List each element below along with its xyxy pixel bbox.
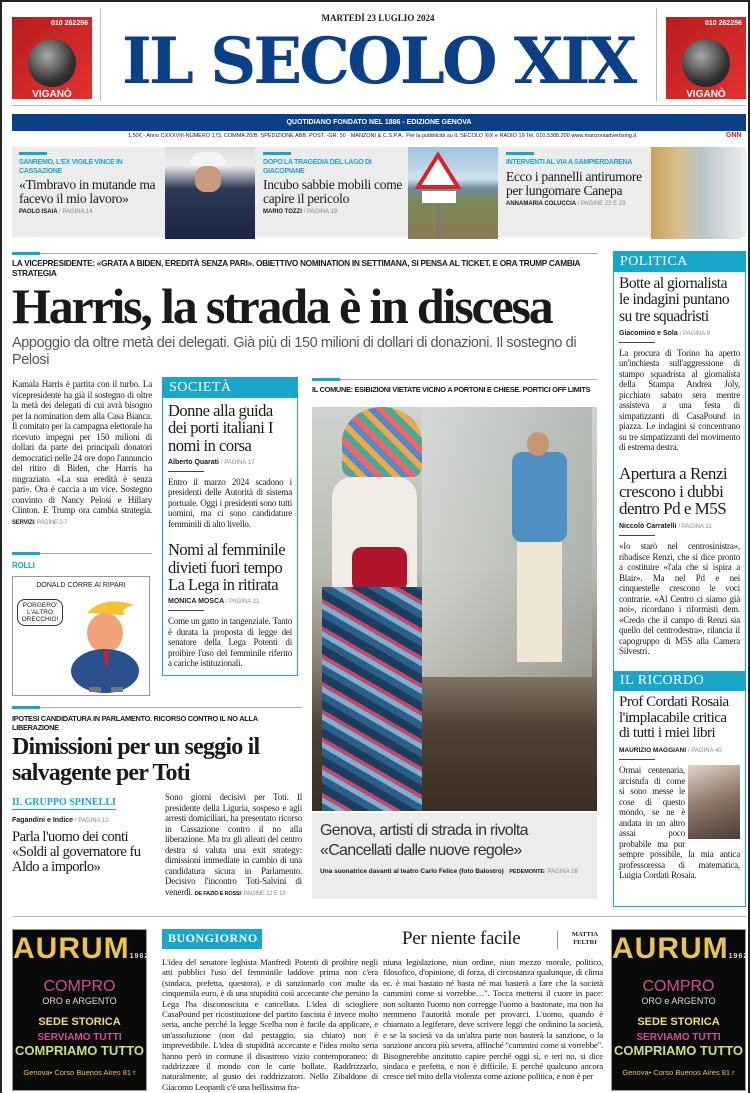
story-page: / PAGINA 17 [220, 459, 255, 466]
side-author: Fagandini e Indice [12, 817, 74, 824]
ad-line: COMPRO [642, 978, 715, 995]
section-tag-societa: SOCIETÀ [163, 378, 297, 398]
face-shape [195, 166, 221, 192]
divider [12, 707, 302, 708]
section-tag-gruppo-spinelli: IL GRUPPO SPINELLI [12, 797, 116, 808]
photo-kicker: IL COMUNE: ESIBIZIONI VIETATE VICINO A PORTONI E CHIESE. PORTICI OFF LIMITS [312, 385, 591, 394]
lead-block [12, 258, 604, 369]
story-title[interactable]: Prof Cordati Rosaia l'implacabile critica di tutti i miei libri [619, 693, 729, 742]
side-page: / PAGINA 12 [75, 818, 109, 824]
ad-logo-icon [28, 39, 76, 87]
story-body: Come un gatto in tangenziale. Tanto è durata la proposta di legge del senatore della Lega Potenti di proibire l'uso del femminile riferito a cariche istituzionali. [168, 616, 292, 669]
photo-story-title[interactable]: Genova, artisti di strada in rivolta «Cancellati dalle nuove regole» [320, 822, 528, 859]
teaser-title: Incubo sabbie mobili come capire il pericolo [263, 177, 403, 207]
cartoon[interactable] [12, 576, 150, 696]
lead-headline[interactable]: Harris, la strada è in discesa [12, 278, 552, 334]
trump-caricature-icon [59, 593, 149, 695]
ad-year: 1962 [129, 953, 150, 960]
teaser-page: / PAGINE 22 E 23 [577, 200, 626, 207]
toti-page: / PAGINE 12 E 13 [240, 890, 286, 897]
divider [557, 931, 558, 949]
cap-shape [190, 152, 226, 166]
patterned-trousers [322, 587, 422, 811]
politica-box [613, 251, 746, 907]
warning-sign-icon [408, 147, 498, 239]
teaser-1[interactable] [19, 152, 161, 215]
toti-side [12, 792, 157, 899]
editorial-body: niuna legislazione, niun ordine, niun mezzo morale, politico, filosofico, d'opinione, di forza, di circostanza qualunque, di clima ec. è mai bastato né basta né mai basterà a fare che la società cammini come si vorrebbe…". Tocca mettersi il cuore in pace: non soltanto l'uomo non corregge l'uomo a bastonate, ma non ha nemmeno l'autorità morale per provarci. L'uomo, quando è chiamato a legiferare, deve scrivere leggi che ordinino la società, e se la società va da un'altra parte non basterà la sanzione, o la sanzione ancora più severa, affinché "cammini come si vorrebbe". Bisognerebbe anzitutto capire perché oggi sì, e ieri no, si dice sindaca e prefetta, e non è difficile. E perché qualcuno ancora cresce nel mito della violenza come azione politica, e non è per [383, 957, 603, 1082]
accent-bar [12, 552, 40, 555]
divider [656, 8, 657, 101]
story-body: Ormai centenaria, arcistufa di come si sono messe le cose di questo mondo, se ne è andata in un altro assai poco probabile ma pur sempre possibile, la mia antica professoressa di matematica, Luigia Cordati Rosaia. [619, 765, 740, 881]
divider [619, 342, 655, 343]
performer-shape [512, 452, 567, 542]
ad-line: ORO e ARGENTO [42, 996, 117, 1006]
lead-page: / PAGINE 2-7 [33, 519, 68, 526]
ad-address: Genova• Corso Buenos Aires 81 r [622, 1068, 735, 1077]
story-title[interactable]: Donne alla guida dei porti italiani I nomi in corsa [168, 401, 274, 455]
teaser-photo-vigile[interactable] [165, 147, 255, 239]
ad-line: COMPRO [43, 978, 116, 995]
story-page: / PAGINA 40 [687, 748, 722, 755]
story-title[interactable]: Botte al giornalista le indagini puntano su tre squadristi [619, 275, 730, 325]
gnn-logo: GNN [726, 132, 742, 139]
hat-shape [342, 407, 422, 477]
toti-headline[interactable]: Dimissioni per un seggio il salvagente per Toti [12, 734, 260, 786]
divider [100, 8, 101, 101]
toti-kicker: IPOTESI CANDIDATURA IN PARLAMENTO. RICORSO CONTRO IL NO ALLA LIBERAZIONE [12, 714, 258, 732]
performer-head [527, 432, 549, 456]
story-page: / PAGINA 9 [679, 330, 710, 337]
issue-info: 1,50€ - Anno CXXXVIII-NUMERO 173, COMMA 20/B. SPEDIZIONE ABB. POST. -GR. 50 - MANZONI & C.S.P.A.: Per la pubblicità su IL SECOLO XIX e RADIO 19 Tel. 010.5388.200 www.manzoniadvertising.it [127, 133, 637, 139]
societa-box [162, 377, 298, 676]
story-title[interactable]: Nomi al femminile divieti fuori tempo La Lega in ritirata [168, 540, 286, 595]
teaser-photo-barriers[interactable] [651, 147, 741, 239]
lead-author: SERVIZI [12, 519, 34, 526]
red-bag [352, 547, 407, 592]
divider [619, 535, 655, 536]
divider [12, 105, 746, 106]
story-author: Niccolò Carratelli [619, 523, 677, 531]
aurum-ad-left[interactable] [12, 929, 150, 1091]
toti-text: Sono giorni decisivi per Toti. Il presidente della Liguria, sospeso e agli arresti domiciliari, ha presentato ricorso in Cassazione contro il no alla liberazione. Ma tra gli alleati del centro destra si valuta una exit strategy: dimissioni immediate in cambio di una candidatura sicura in Parlamento. Decisivo l'incontro Toti-Salvini di venerdì. [165, 792, 302, 897]
story-author: MONICA MOSCA [168, 598, 224, 606]
teaser-photo-sign[interactable] [408, 147, 498, 239]
accent-bar [12, 252, 40, 255]
ad-phone: 010 262256 [51, 20, 88, 27]
cartoon-title: DONALD CORRE AI RIPARI [36, 582, 126, 589]
ad-line: SERVIAMO TUTTI [636, 1032, 721, 1043]
accent-bar [12, 706, 40, 709]
story-author: MAURIZIO MAGGIANI [619, 747, 687, 755]
tagline-bar: QUOTIDIANO FONDATO NEL 1886 - EDIZIONE GENOVA [12, 114, 746, 131]
vigano-ad-right[interactable] [666, 17, 746, 99]
ad-brand: VIGANÒ [32, 89, 72, 100]
toti-author: DE FAZIO E ROSSI [194, 890, 241, 897]
editorial-title[interactable]: Per niente facile [402, 928, 521, 949]
story-body: «Io starò nel centrosinistra», ribadisce Renzi, che si dice pronto a costituire «l'ala che si ispira a Blair». Ma nel Pd e nei cinquestelle crescono le voci contrarie. «Al Centro ci siamo già noi», ricordano i riformisti dem. «Credo che il campo di Renzi sia quello del centrodestra», rilancia il capogruppo di M5S alla Camera Silvestri. [619, 541, 740, 657]
teaser-3[interactable] [506, 152, 648, 207]
story-author: Giacomino e Sola [619, 329, 678, 337]
ad-year: 1962 [728, 953, 749, 960]
photo-author: PEDEMONTE [509, 869, 545, 875]
ad-address: Genova• Corso Buenos Aires 81 r [23, 1068, 136, 1077]
story-author: Alberto Quarati [168, 458, 219, 466]
photo-caption-box [312, 813, 597, 899]
toti-side-title[interactable]: Parla l'uomo dei conti «Soldi al governatore fu Aldo a imporlo» [12, 829, 141, 876]
story-page: / PAGINA 11 [678, 524, 712, 531]
accent-bar [312, 378, 340, 381]
performer-legs [517, 542, 562, 662]
teaser-page: / PAGINA 19 [303, 209, 338, 216]
photo-caption: Una suonatrice davanti al teatro Carlo Felice (foto Balostro) [320, 868, 504, 875]
divider [168, 610, 204, 611]
ad-line: COMPRIAMO TUTTO [14, 1043, 145, 1058]
story-body: La procura di Torino ha aperto un'inchiesta sull'aggressione di stampo squadrista al giornalista della Stampa Andrea Joly, picchiato sabato sera mentre assisteva a una festa di simpatizzanti di CasaPound in piazza. Le indagini si concentrano su tre simpatizzanti del movimento di estrema destra. [619, 347, 740, 453]
ad-brand: AURUM [13, 932, 130, 965]
teaser-kicker: SANREMO, L'EX VIGILE VINCE IN CASSAZIONE [19, 159, 123, 175]
teaser-kicker: DOPO LA TRAGEDIA DEL LAGO DI GIACOPIANE [263, 159, 372, 175]
photo-page: / PAGINA 16 [544, 869, 578, 875]
divider [312, 379, 597, 380]
toti-side-byline [12, 817, 157, 824]
ad-line: ORO e ARGENTO [641, 996, 716, 1006]
story-page: / PAGINA 21 [225, 599, 260, 606]
newspaper-logo[interactable]: IL SECOLO XIX [121, 24, 635, 99]
main-photo-street-artist[interactable] [312, 407, 597, 811]
divider [619, 759, 655, 760]
vigano-ad-left[interactable] [12, 17, 92, 99]
toti-body [165, 792, 302, 899]
teaser-kicker: INTERVENTI AL VIA A SAMPIERDARENA [506, 159, 633, 166]
section-tag-ricordo: IL RICORDO [614, 671, 745, 691]
teaser-title: Ecco i pannelli antirumore per lungomare Canepa [506, 168, 642, 198]
toti-block [12, 707, 302, 899]
lead-body [12, 379, 152, 528]
ad-line: COMPRIAMO TUTTO [613, 1043, 744, 1058]
divider [12, 916, 746, 917]
accent-bar [506, 152, 534, 155]
story-body: Entro il marzo 2024 scadono i presidenti delle Autorità di sistema portuale. Oggi i presidenti sono tutti uomini, ma ci sono candidature femminili di alto livello. [168, 476, 292, 529]
ad-line: SEDE STORICA [38, 1016, 121, 1028]
teaser-2[interactable] [263, 152, 405, 215]
accent-bar [263, 152, 291, 155]
ad-phone: 010 262256 [705, 20, 742, 27]
teaser-author: ANNAMARIA COLUCCIA [506, 200, 576, 207]
ad-line: SEDE STORICA [637, 1016, 720, 1028]
accent-bar [19, 152, 47, 155]
lead-subhead: Appoggio da oltre metà dei delegati. Già più di 150 milioni di dollari di donazioni. Il sostegno di Pelosi [12, 335, 577, 368]
divider [168, 471, 204, 472]
ad-brand: AURUM [612, 932, 729, 965]
editorial-author: MATTIA FELTRI [571, 931, 599, 946]
teaser-author: MARIO TOZZI [263, 209, 302, 216]
aurum-ad-right[interactable] [611, 929, 749, 1091]
divider [12, 253, 597, 254]
story-title[interactable]: Apertura a Renzi crescono i dubbi dentro Pd e M5S [619, 463, 728, 519]
ad-line: SERVIAMO TUTTI [37, 1032, 122, 1043]
lead-kicker: LA VICEPRESIDENTE: «GRATA A BIDEN, EREDITÀ SENZA PARI». OBIETTIVO NOMINATION IN SETTIMANA, SI PENSA AL TICKET. E ORA TRUMP CAMBIA STRATEGIA [12, 258, 580, 278]
buongiorno-body: L'idea del senatore leghista Manfredi Potenti di proibire negli atti pubblici l'uso del femminile laddove prima non c'era (sindaca, prefetta, questora), e di sanzionarlo con multe da cinquemila euro, è di una stupidità così accecante che persino la Lega l'ha disconosciuta e cancellata. L'idea di sciogliere CasaPound per ricostituzione del partito fascista è invece molto seria, anche perché la legge Scelba non è facile da applicare, e un'assoluzione (non dal pestaggio, sia chiaro) non è imprevedibile. L'idea di stupidità accecante e l'idea molto seria hanno però in comune il disastroso vizio contemporaneo: di raddrizzare il mondo con le carte bollate. Raddrizzarlo, naturalmente, al gusto dei raddrizzatori. Nello Zibaldone di Giacomo Leopardi c'è una bellissima fra- [162, 957, 378, 1092]
cartoon-balloon: PORGERO' L'ALTRO ORECCHIO! [17, 599, 63, 626]
section-tag-buongiorno: BUONGIORNO [162, 929, 262, 949]
issue-date: MARTEDÌ 23 LUGLIO 2024 [321, 13, 435, 23]
ad-brand: VIGANÒ [686, 89, 726, 100]
theatre-facade [422, 407, 592, 677]
ad-logo-icon [682, 39, 730, 87]
teaser-author: PAOLO ISAIA [19, 209, 58, 216]
portrait-photo [688, 765, 740, 839]
rolli-label: ROLLI [12, 561, 35, 570]
lead-text: Kamala Harris è partita con il turbo. La vicepresidente ha già il sostegno di oltre la metà dei delegati di cui avrà bisogno per la nomination dem alla Casa Bianca. Il comitato per la campagna elettorale ha ricevuto impegni per 150 milioni di dollari da parte dei principali donatori democratici nelle 24 ore dopo l'annuncio del ritiro di Biden, che Harris ha ringraziato. «La sua eredità è senza pari». Ora è caccia a un vice. Sostegno convinto di Nancy Pelosi e Hillary Clinton. E Trump ora cambia strategia. [12, 379, 152, 515]
teaser-page: / PAGINA 14 [59, 209, 93, 216]
section-tag-politica: POLITICA [614, 252, 745, 272]
teaser-title: «Timbravo in mutande ma facevo il mio lavoro» [19, 177, 156, 207]
